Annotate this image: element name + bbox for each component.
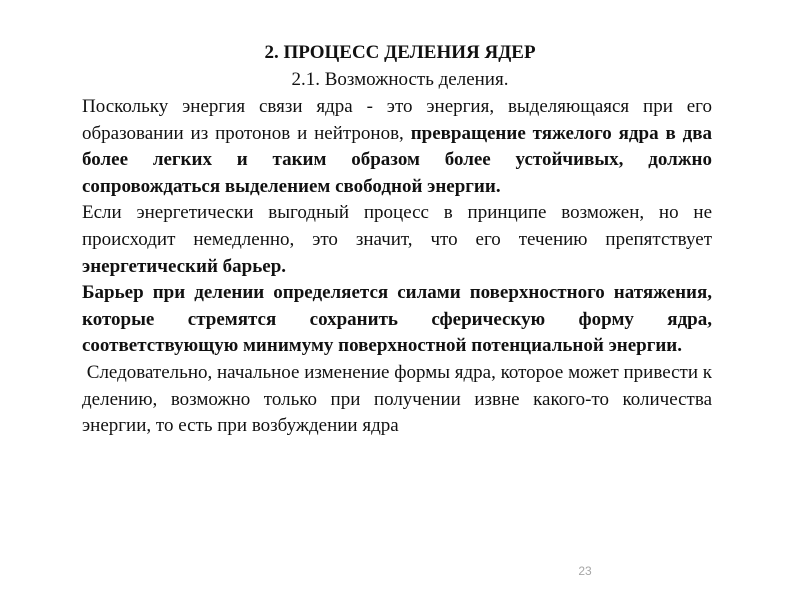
paragraph-bold-text: Барьер при делении определяется силами поверхностного натяжения, которые стремятся сохранить сферическую форму ядра, соответствующую минимуму поверхностной потенциальной энергии. <box>82 282 712 357</box>
paragraph-energy-barrier <box>82 200 712 280</box>
paragraph-excitation <box>82 360 717 440</box>
paragraph-text: Поскольку энергия связи ядра - это энергия, выделяющаяся при его образовании из протонов и нейтронов, <box>82 96 712 144</box>
paragraph-surface-tension <box>82 280 712 360</box>
paragraph-bold-text: превращение тяжелого ядра в два более легких и таким образом более устойчивых, должно сопровождаться выделением свободной энергии. <box>82 122 712 197</box>
paragraph-text: Если энергетически выгодный процесс в принципе возможен, но не происходит немедленно, это значит, что его течению препятствует <box>82 202 712 250</box>
slide-body <box>82 94 717 440</box>
slide-subtitle: 2.1. Возможность деления. <box>291 69 509 90</box>
paragraph-energy-release <box>82 94 712 200</box>
paragraph-bold-text: энергетический барьер. <box>82 255 287 277</box>
page-number: 23 <box>578 564 592 578</box>
slide-title: 2. ПРОЦЕСС ДЕЛЕНИЯ ЯДЕР <box>264 42 536 63</box>
paragraph-text: Следовательно, начальное изменение формы ядра, которое может привести к делению, возможно только при получении извне какого-то количества энергии, то есть при возбуждении ядра <box>82 361 717 437</box>
